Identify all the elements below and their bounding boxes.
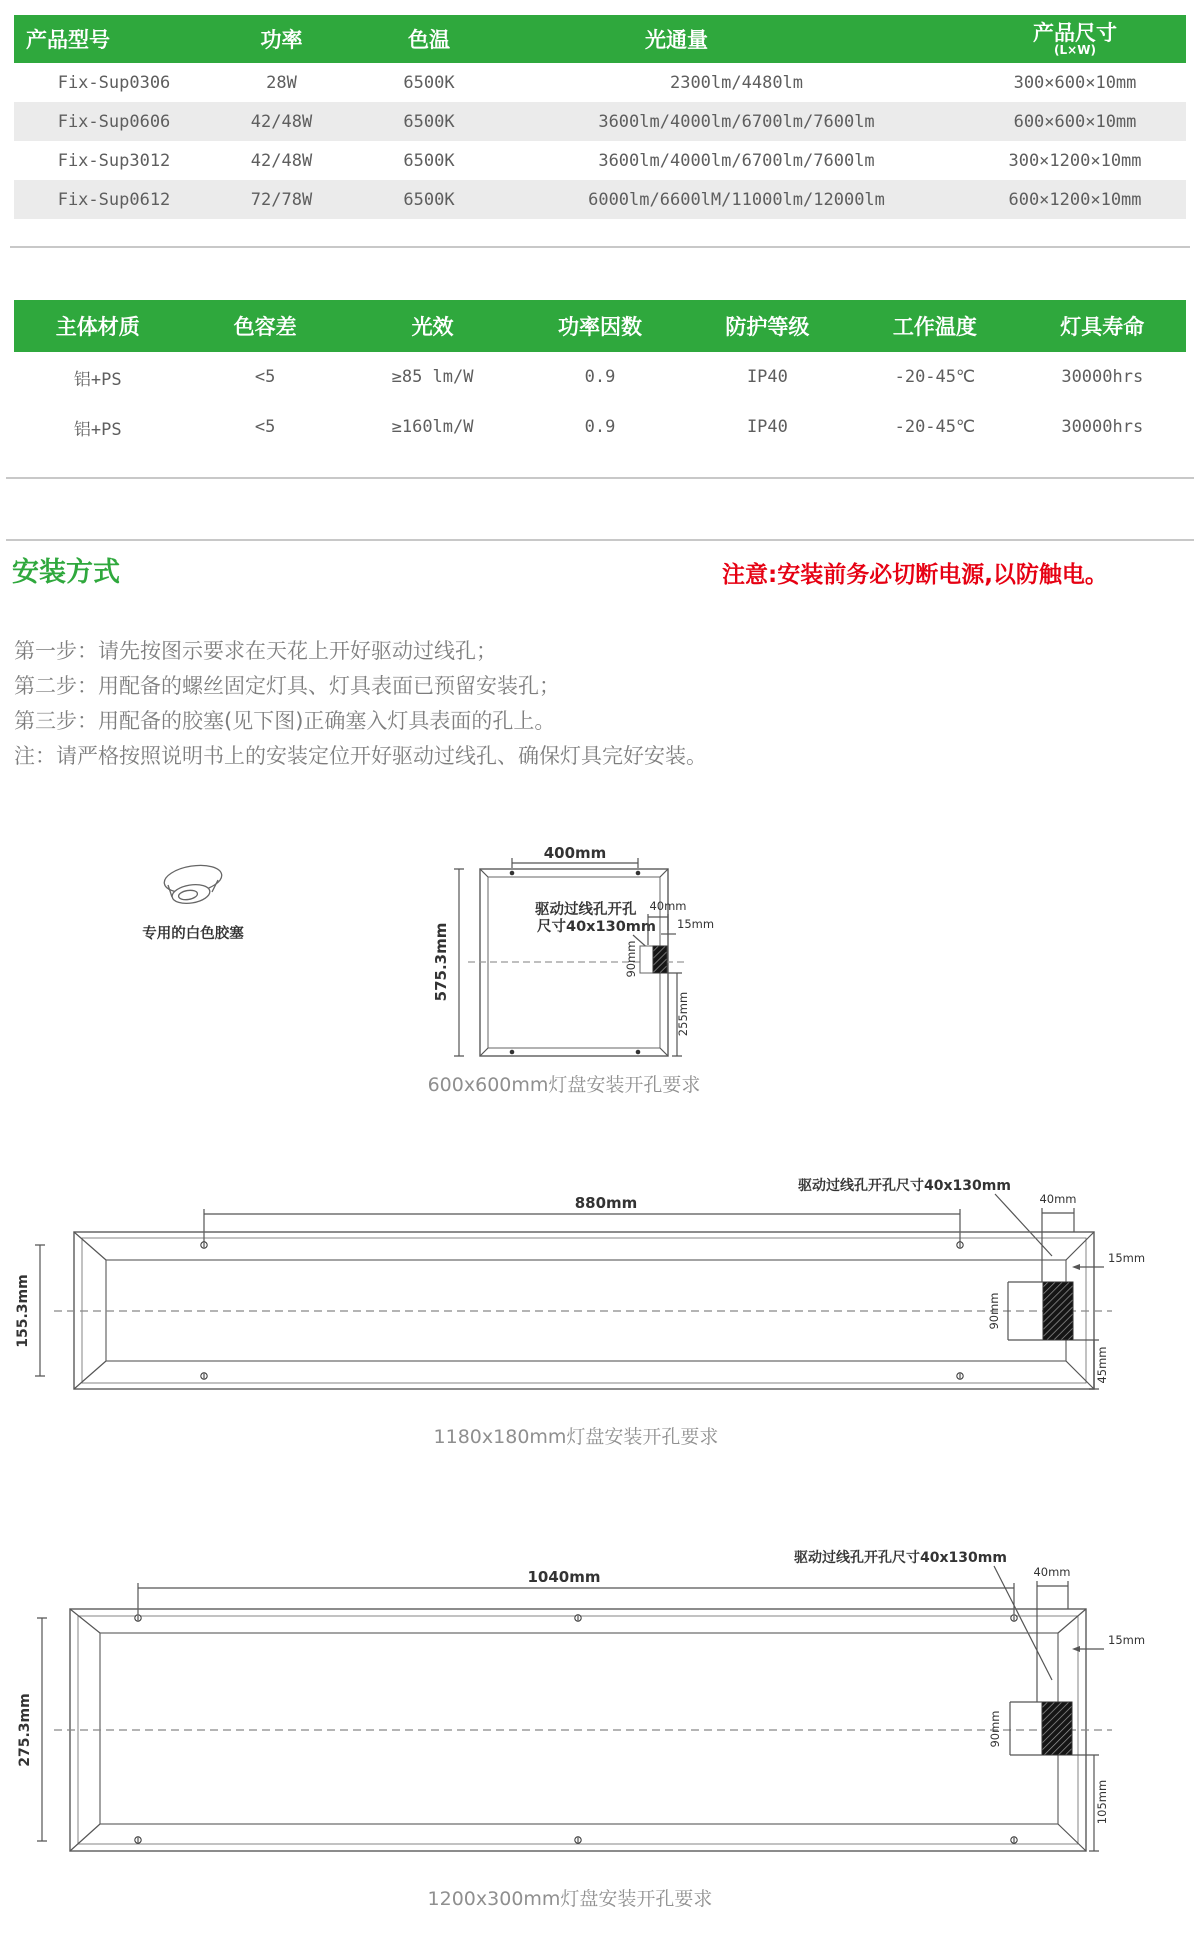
cell-size: 300×600×10mm <box>1013 72 1137 93</box>
plug-label: 专用的白色胶塞 <box>142 926 244 942</box>
dim-90mm: 90mm <box>987 1292 1001 1330</box>
cell-flux: 2300lm/4480lm <box>669 72 804 93</box>
tech-param-table <box>14 300 1186 452</box>
arrowhead <box>1072 1264 1080 1270</box>
cell-lifetime: 30000hrs <box>1061 417 1144 437</box>
cell-flux: 3600lm/4000lm/6700lm/7600lm <box>598 150 875 171</box>
hole-label: 驱动过线孔开孔尺寸40x130mm <box>798 1178 1011 1194</box>
cell-efficacy: ≥85 lm/W <box>391 367 474 387</box>
dim-40mm: 40mm <box>649 899 687 913</box>
cell-cct: 6500K <box>403 189 455 210</box>
dim-40mm: 40mm <box>1033 1565 1071 1579</box>
product-spec-table <box>14 15 1186 219</box>
cell-ip-rating: IP40 <box>746 367 788 387</box>
table-row <box>14 102 1186 141</box>
cell-power: 72/78W <box>250 189 313 210</box>
cell-size: 300×1200×10mm <box>1008 150 1142 171</box>
driver-box <box>640 946 653 973</box>
cell-flux: 6000lm/6600lM/11000lm/12000lm <box>588 189 885 210</box>
cell-cct: 6500K <box>403 111 455 132</box>
cell-power-factor: 0.9 <box>584 367 616 387</box>
install-step-2: 第二步：用配备的螺丝固定灯具、灯具表面已预留安装孔； <box>14 674 560 698</box>
table-row <box>14 180 1186 219</box>
cell-size: 600×1200×10mm <box>1008 189 1142 210</box>
cell-temp: -20-45℃ <box>894 367 976 387</box>
cell-cct: 6500K <box>403 150 455 171</box>
cell-sdcm: <5 <box>254 417 276 437</box>
dim-255mm: 255mm <box>676 991 690 1037</box>
divider <box>6 477 1194 479</box>
product-spec-table-header <box>14 15 1186 63</box>
diagram-600x600-caption: 600x600mm灯盘安装开孔要求 <box>427 1074 701 1096</box>
col-header-sdcm: 色容差 <box>233 315 297 339</box>
cell-cct: 6500K <box>403 72 455 93</box>
install-note: 注：请严格按照说明书上的安装定位开好驱动过线孔、确保灯具完好安装。 <box>14 744 707 768</box>
cell-lifetime: 30000hrs <box>1061 367 1144 387</box>
dim-15mm: 15mm <box>1108 1633 1146 1647</box>
cell-temp: -20-45℃ <box>894 417 976 437</box>
diagram-1200x300 <box>0 1540 1200 1870</box>
install-steps <box>14 634 707 774</box>
col-header-flux: 光通量 <box>645 28 708 52</box>
cell-model: Fix-Sup0606 <box>57 111 171 132</box>
dim-400mm: 400mm <box>543 844 607 862</box>
cell-material: 铝+PS <box>73 419 122 440</box>
dim-880mm: 880mm <box>574 1194 638 1212</box>
divider <box>6 539 1194 541</box>
cell-efficacy: ≥160lm/W <box>391 417 474 437</box>
cell-size: 600×600×10mm <box>1013 111 1137 132</box>
cell-material: 铝+PS <box>73 369 122 390</box>
dim-90mm: 90mm <box>988 1710 1002 1748</box>
dim-90mm: 90mm <box>624 940 638 978</box>
hole-label: 驱动过线孔开孔尺寸40x130mm <box>794 1550 1007 1566</box>
dim-40mm: 40mm <box>1039 1192 1077 1206</box>
rubber-plug-icon <box>162 862 223 906</box>
cell-model: Fix-Sup3012 <box>57 150 171 171</box>
cell-flux: 3600lm/4000lm/6700lm/7600lm <box>598 111 875 132</box>
col-header-power-factor: 功率因数 <box>557 315 642 339</box>
dim-15mm: 15mm <box>677 917 715 931</box>
diagram-1180x180 <box>0 1170 1200 1420</box>
hole-label-line2: 尺寸40x130mm <box>537 919 657 935</box>
col-header-lifetime: 灯具寿命 <box>1060 315 1145 339</box>
cell-ip-rating: IP40 <box>746 417 788 437</box>
arrowhead <box>1072 1646 1080 1652</box>
cell-power: 28W <box>266 72 297 93</box>
wire-hole-hatch <box>653 946 667 973</box>
col-header-material: 主体材质 <box>55 315 140 339</box>
col-header-temp: 工作温度 <box>892 315 977 339</box>
dim-15mm: 15mm <box>1108 1251 1146 1265</box>
cell-power: 42/48W <box>250 150 313 171</box>
cell-power: 42/48W <box>250 111 313 132</box>
dim-155mm: 155.3mm <box>15 1274 31 1348</box>
diagram-1200x300-caption: 1200x300mm灯盘安装开孔要求 <box>427 1888 713 1910</box>
wire-hole-hatch <box>1042 1702 1072 1755</box>
table-row <box>14 402 1186 452</box>
dim-105mm: 105mm <box>1095 1779 1109 1825</box>
wire-hole-hatch <box>1043 1282 1073 1340</box>
safety-warning: 注意:安装前务必切断电源,以防触电。 <box>722 562 1108 588</box>
screw-holes <box>135 1615 1017 1843</box>
col-header-model: 产品型号 <box>26 28 110 52</box>
col-header-efficacy: 光效 <box>411 315 454 339</box>
cell-model: Fix-Sup0612 <box>57 189 171 210</box>
dim-45mm: 45mm <box>1095 1346 1109 1384</box>
col-header-size-sub: (L×W) <box>1054 42 1096 57</box>
col-header-power: 功率 <box>260 28 303 52</box>
install-step-1: 第一步：请先按图示要求在天花上开好驱动过线孔； <box>14 639 497 663</box>
tech-param-table-header <box>14 300 1186 352</box>
hole-label-line1: 驱动过线孔开孔 <box>535 902 637 918</box>
table-row <box>14 63 1186 102</box>
col-header-size-main: 产品尺寸 <box>1033 20 1117 45</box>
diagram-600x600 <box>100 818 720 1078</box>
dim-575mm: 575.3mm <box>432 922 450 1002</box>
diagram-1180x180-caption: 1180x180mm灯盘安装开孔要求 <box>433 1426 719 1448</box>
col-header-size <box>964 15 1186 63</box>
cell-sdcm: <5 <box>254 367 276 387</box>
dim-275mm: 275.3mm <box>17 1693 33 1767</box>
col-header-cct: 色温 <box>408 28 450 52</box>
cell-model: Fix-Sup0306 <box>57 72 171 93</box>
table-row <box>14 352 1186 402</box>
cell-power-factor: 0.9 <box>584 417 616 437</box>
section-title-installation: 安装方式 <box>12 557 120 588</box>
divider <box>10 246 1190 248</box>
col-header-ip-rating: 防护等级 <box>725 315 810 339</box>
table-row <box>14 141 1186 180</box>
install-step-3: 第三步：用配备的胶塞(见下图)正确塞入灯具表面的孔上。 <box>14 709 556 733</box>
dim-1040mm: 1040mm <box>527 1568 601 1586</box>
